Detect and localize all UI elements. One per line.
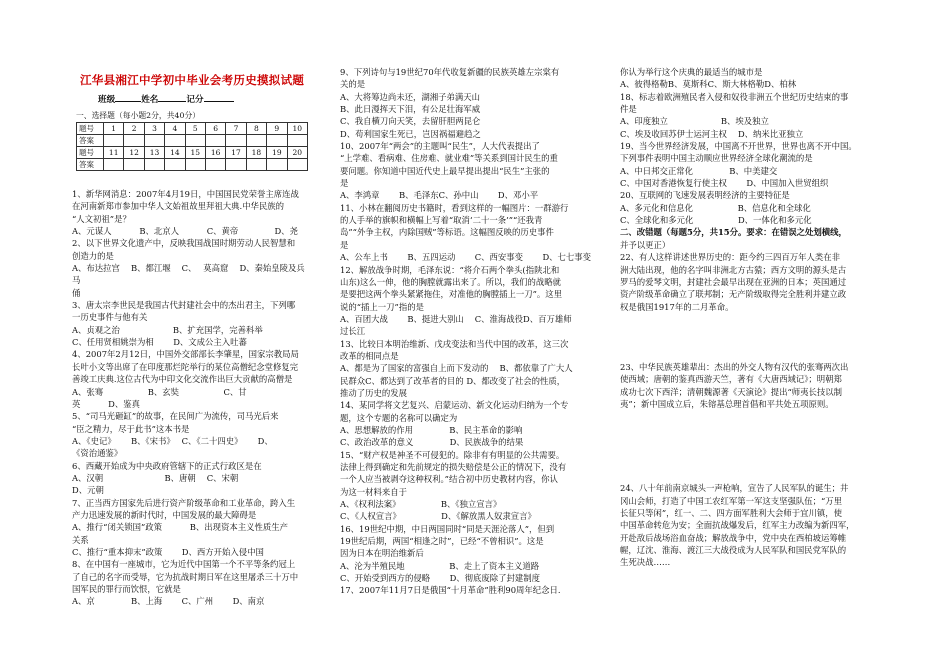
text-line: C、任用贤相姚崇为相 D、文成公主入吐蕃 xyxy=(72,337,247,348)
text-line: 8、在中国有一座城市，它为近代中国第一个不平等条约冠上 xyxy=(72,559,296,570)
text-line: A、多元化和信息化 B、信息化和全球化 xyxy=(620,202,811,213)
text-line: 为这一材料来自于 xyxy=(340,486,407,497)
text-line: 4、2007年2月12日，中国外交部部长李肇星，国家宗教局局 xyxy=(72,349,299,360)
answer-cell[interactable] xyxy=(267,159,287,171)
name-blank[interactable] xyxy=(158,92,186,102)
column-middle xyxy=(340,66,608,597)
question-number: 15 xyxy=(185,147,205,159)
table-row xyxy=(77,147,308,159)
text-line: D、苟利国家生死已，岂因祸福避趋之 xyxy=(340,128,481,139)
text-line: 善竣工庆典.这位古代为中印文化交流作出巨大贡献的高僧是 xyxy=(72,374,293,385)
table-row xyxy=(77,135,308,147)
answer-space-23[interactable] xyxy=(620,410,880,482)
text-line: 长征只等闲”，红一、二、四方面军胜利大会师于宜川镇，使 xyxy=(620,507,843,518)
text-line: 因为日本在明治维新后 xyxy=(340,548,424,559)
text-line: 13、比较日本明治维新、戊戌变法和当代中国的改革，这三次 xyxy=(340,338,569,349)
text-line: 过长江 xyxy=(340,326,366,337)
text-line: 山东)这么一伸，他的胸膛就露出来了。所以，我们的战略就 xyxy=(340,276,562,287)
text-line: A、印度独立 B、埃及独立 xyxy=(620,116,769,127)
question-number: 3 xyxy=(144,123,164,135)
text-line: A、元谋人 B、北京人 C、黄帝 D、尧 xyxy=(72,226,298,237)
text-line: 10、2007年“两会”的主题叫“民生”，人大代表提出了 xyxy=(340,141,540,152)
question-number: 7 xyxy=(226,123,246,135)
text-line: 一历史事件与他有关 xyxy=(72,312,148,323)
text-line: 中国革命转危为安；全面抗战爆发后，红军主力改编为新四军， xyxy=(620,520,855,531)
text-line: D、元朝 xyxy=(72,485,104,496)
text-line: A、百团大战 B、挺进大别山 C、淮海战役D、百万雄师 xyxy=(340,313,572,324)
text-line: C、推行“重本抑末”政策 D、西方开始入侵中国 xyxy=(72,546,264,557)
text-line: C、全球化和多元化 D、一体化和多元化 xyxy=(620,215,812,226)
text-line: “上学难、看病难、住房难、就业难”等关系到国计民生的重 xyxy=(340,153,558,164)
text-line: 一个人应当被剥夺这种权利。”结合初中历史教材内容，你认 xyxy=(340,474,558,485)
text-line: 19世纪后期，两国“相逢之时”，已经“不曾相识”。这是 xyxy=(340,536,544,547)
answer-cell[interactable] xyxy=(144,135,164,147)
text-line: A、推行“闭关锁国”政策 B、出现资本主义性质生产 xyxy=(72,522,289,533)
answer-table xyxy=(76,122,308,171)
text-line: 生死决战…… xyxy=(620,557,671,568)
text-line: 1、新华网消息：2007年4月19日，中国国民党荣誉主席连战 xyxy=(72,189,299,199)
text-line: “人文初祖”是？ xyxy=(72,213,131,224)
text-line: 23、中华民族英雄辈出：杰出的外交人物有汉代的张骞两次出 xyxy=(620,361,849,372)
text-line: 要问题。你知道中国近代史上最早提出提出“民生”主张的 xyxy=(340,165,550,176)
question-number: 18 xyxy=(246,147,266,159)
text-line: A、李鸿章 B、毛泽东C、孙中山 D、邓小平 xyxy=(340,190,539,201)
text-line: 5、“司马光砸缸”的故事，在民间广为流传，司马光后来 xyxy=(72,411,279,422)
question-number: 11 xyxy=(104,147,124,159)
text-line: 开赴敌后战场浴血奋战；解放战争中，党中央在西柏坡运筹帷 xyxy=(620,532,847,543)
text-line: 15、“财产权是神圣不可侵犯的。除非有有明显的公共需要。 xyxy=(340,449,565,460)
text-line: A、都是为了国家的富强自上而下发动的 B、都依靠了广大人 xyxy=(340,363,573,374)
question-number: 19 xyxy=(267,147,287,159)
text-line: 12、解放战争时期，毛泽东说：“将介石两个拳头(指陕北和 xyxy=(340,264,560,275)
text-line: 关系 xyxy=(72,534,89,545)
text-line: 产力迅速发展的新时代时，中国发展的最大障碍是 xyxy=(72,509,257,520)
text-line: A、贞观之治 B、扩充国学，完善科举 xyxy=(72,324,263,335)
question-number: 12 xyxy=(124,147,144,159)
question-number: 16 xyxy=(205,147,225,159)
text-line: 16、19世纪中期，中日两国同时“同是天涯沦落人”，但到 xyxy=(340,523,555,534)
text-line: 国军民的罪行而饮恨，它就是 xyxy=(72,584,181,594)
text-line: 并予以更正） xyxy=(620,239,671,250)
text-line: 权是俄国1917年的二月革命。 xyxy=(620,301,734,312)
answer-cell[interactable] xyxy=(287,135,307,147)
question-number: 14 xyxy=(165,147,185,159)
question-number: 8 xyxy=(246,123,266,135)
question-number: 13 xyxy=(144,147,164,159)
column-left xyxy=(72,188,310,608)
text-line: 在河南新郑市参加中华人文始祖故里拜祖大典.中华民族的 xyxy=(72,201,285,212)
text-line: 成功七次下西洋；清朝魏源著《天演论》提出“师夷长技以制 xyxy=(620,386,843,397)
question-number: 17 xyxy=(226,147,246,159)
text-line: A、大将筹边尚未还，湖湘子弟满天山 xyxy=(340,91,481,102)
text-line: A、中日邦交正常化 B、中美建交 xyxy=(620,165,778,176)
text-line: 夷”；新中国成立后，朱镕基总理首倡和平共处五项原则。 xyxy=(620,398,834,409)
text-line: 使西域；唐朝的鉴真西游天竺，著有《大唐西域记》；明朝郑 xyxy=(620,374,842,385)
text-line: A、沦为半殖民地 B、走上了资本主义道路 xyxy=(340,560,540,571)
text-line: 件是 xyxy=(620,104,637,115)
text-line: 改革的相同点是 xyxy=(340,350,399,361)
student-info-line xyxy=(98,92,234,106)
text-line: 19、当今世界经济发展，中国离不开世界，世界也离不开中国。 xyxy=(620,141,857,152)
text-line: 长叶小文等出席了在印度那烂陀举行的某位高僧纪念堂修复完 xyxy=(72,361,299,372)
text-line: C、政治改革的意义 D、民族战争的结果 xyxy=(340,437,524,448)
text-line: 3、唐太宗李世民是我国古代封建社会中的杰出君主，下列哪 xyxy=(72,300,296,311)
answer-cell[interactable] xyxy=(124,159,144,171)
answer-cell[interactable] xyxy=(205,135,225,147)
text-line: 二、改错题（每题5分，共15分。要求：在错误之处划横线， xyxy=(620,227,847,238)
question-number: 1 xyxy=(104,123,124,135)
answer-cell[interactable] xyxy=(124,135,144,147)
answer-space-22[interactable] xyxy=(620,313,880,361)
text-line: 创造力的是 xyxy=(72,250,114,261)
text-line: A、布达拉宫 B、都江堰 C、 莫高窟 D、秦始皇陵及兵马 xyxy=(72,263,305,286)
answer-cell[interactable] xyxy=(185,159,205,171)
text-line: 资产阶级革命确立了联邦制；无产阶级取得完全胜利并建立政 xyxy=(620,289,847,300)
text-line: A、彼得格勒B、莫斯科C、斯大林格勒D、柏林 xyxy=(620,79,797,90)
text-line: A、《权利法案》 B、《独立宣言》 xyxy=(340,499,502,510)
text-line: 20、互联网的飞速发展表明经济的主要特征是 xyxy=(620,190,790,201)
answer-cell[interactable] xyxy=(165,135,185,147)
score-blank[interactable] xyxy=(204,92,234,102)
text-line: 是 xyxy=(340,178,349,189)
text-line: 关的是 xyxy=(340,79,366,90)
text-line: 了自己的名字而受辱，它为抗战时期日军在这里屠杀三十万中 xyxy=(72,571,299,582)
text-line: 2、以下世界文化遗产中，反映我国战国时期劳动人民智慧和 xyxy=(72,238,296,249)
answer-cell[interactable] xyxy=(226,135,246,147)
answer-cell[interactable] xyxy=(104,159,124,171)
answer-cell[interactable] xyxy=(226,159,246,171)
table-row xyxy=(77,159,308,171)
text-line: 是 xyxy=(340,239,349,250)
answer-cell[interactable] xyxy=(165,159,185,171)
text-line: 17、2007年11月7日是俄国“十月革命”胜利90周年纪念日. xyxy=(340,585,561,596)
text-line: 11、小林在翻阅历史书籍时，看到这样的一幅图片：一群游行 xyxy=(340,202,569,213)
text-line: 题，这个专题的名称可以确定为 xyxy=(340,412,458,423)
text-line: 幄，辽沈、淮海、渡江三大战役成为人民军队和国民党军队的 xyxy=(620,544,847,555)
answer-cell[interactable] xyxy=(185,135,205,147)
text-line: 是要把这两个拳头紧紧拖住，对准他的胸膛插上一刀”。这里 xyxy=(340,289,563,300)
text-line: 罗马的爱琴文明，封建社会最早出现在亚洲的日本；英国通过 xyxy=(620,276,847,287)
text-line: 7、正当西方国家先后进行资产阶级革命和工业革命，跨入生 xyxy=(72,497,296,508)
class-label: 班级 xyxy=(98,95,116,105)
questions-18-22 xyxy=(620,66,880,313)
score-label: 记分 xyxy=(186,95,204,105)
text-line: 推动了历史的发展 xyxy=(340,387,407,398)
answer-cell[interactable] xyxy=(205,159,225,171)
text-line: 下列事件表明中国主动顺应世界经济全球化潮流的是 xyxy=(620,153,813,164)
text-line: B、此日漫挥天下泪，有公足壮海军威 xyxy=(340,104,481,115)
text-line: 英 D、鉴真 xyxy=(72,398,141,409)
page-title: 江华县湘江中学初中毕业会考历史摸拟试题 xyxy=(80,73,305,87)
row-label: 题号 xyxy=(77,123,104,135)
text-line: C、开始受到西方的侵略 D、彻底废除了封建制度 xyxy=(340,573,541,584)
text-line: 18、标志着欧洲殖民者入侵和奴役非洲五个世纪历史结束的事 xyxy=(620,91,849,102)
question-23 xyxy=(620,361,880,410)
text-line: A、汉朝 B、唐朝 C、宋朝 xyxy=(72,472,239,483)
row-label: 题号 xyxy=(77,147,104,159)
question-number: 2 xyxy=(124,123,144,135)
question-24 xyxy=(620,482,880,568)
answer-cell[interactable] xyxy=(246,135,266,147)
answer-cell[interactable] xyxy=(246,159,266,171)
text-line: 22、有人这样讲述世界历史的：距今约三四百万年人类在非 xyxy=(620,252,841,263)
answer-cell[interactable] xyxy=(104,135,124,147)
question-number: 20 xyxy=(287,147,307,159)
text-line: 9、下列诗句与19世纪70年代收复新疆的民族英雄左宗棠有 xyxy=(340,67,560,77)
question-number: 10 xyxy=(287,123,307,135)
answer-cell[interactable] xyxy=(144,159,164,171)
text-line: A、思想解放的作用 B、民主革命的影响 xyxy=(340,424,523,435)
text-line: C、埃及收回苏伊士运河主权 D、纳米比亚独立 xyxy=(620,128,804,139)
text-line: C、我自横刀向天笑，去留肝胆两昆仑 xyxy=(340,116,481,127)
table-row xyxy=(77,123,308,135)
text-line: 俑 xyxy=(72,287,81,298)
text-line: A、公车上书 B、五四运动 C、西安事变 D、七七事变 xyxy=(340,252,592,263)
text-line: 说的“插上一刀”指的是 xyxy=(340,301,424,312)
answer-cell[interactable] xyxy=(287,159,307,171)
column-right xyxy=(620,66,880,569)
text-line: A、张骞 B、玄奘 C、甘 xyxy=(72,386,247,397)
name-label: 姓名 xyxy=(141,95,159,105)
text-line: 岛”“外争主权，内除国贼”等标语。这幅图反映的历史事件 xyxy=(340,227,554,238)
text-line: 洲大陆出现，他的名字叫非洲北方古猿；西方文明的源头是古 xyxy=(620,264,847,275)
answer-cell[interactable] xyxy=(267,135,287,147)
text-line: 24、八十年前南京城头一声枪响，宣告了人民军队的诞生；井 xyxy=(620,483,849,494)
text-line: C、《人权宣言》 D、《解放黑人奴隶宣言》 xyxy=(340,511,536,522)
question-number: 5 xyxy=(185,123,205,135)
row-label: 答案 xyxy=(77,159,104,171)
text-line: A、京 B、上海 C、广州 D、南京 xyxy=(72,596,265,607)
question-number: 9 xyxy=(267,123,287,135)
text-line: 民群众C、都达到了改革者的目的 D、都改变了社会的性质， xyxy=(340,375,566,386)
section-choice-heading: 一、选择题（每小题2分，共40分） xyxy=(76,111,201,120)
text-line: C、中国对香港恢复行使主权 D、中国加入世贸组织 xyxy=(620,178,829,189)
text-line: “臣之精力，尽于此书”这本书是 xyxy=(72,423,190,434)
text-line: 你认为举行这个庆典的最适当的城市是 xyxy=(620,67,763,77)
text-line: A、《史记》 B、《宋书》 C、《二十四史》 D、 xyxy=(72,435,273,446)
question-number: 4 xyxy=(165,123,185,135)
question-number: 6 xyxy=(205,123,225,135)
text-line: 14、某同学将文艺复兴、启蒙运动、新文化运动归纳为一个专 xyxy=(340,400,569,411)
text-line: 《资治通鉴》 xyxy=(72,448,123,459)
text-line: 法律上得到确定和先前规定的损失赔偿是公正的情况下，没有 xyxy=(340,462,567,472)
row-label: 答案 xyxy=(77,135,104,147)
text-line: 的人手举的旗帜和横幅上写着“取消‘二十一条’”“还我青 xyxy=(340,215,543,226)
class-blank[interactable] xyxy=(115,92,141,102)
text-line: 6、西藏开始成为中央政府管辖下的正式行政区是在 xyxy=(72,460,262,471)
text-line: 冈山会师，打造了中国工农红军第一军这支坚强队伍；“万里 xyxy=(620,495,843,506)
